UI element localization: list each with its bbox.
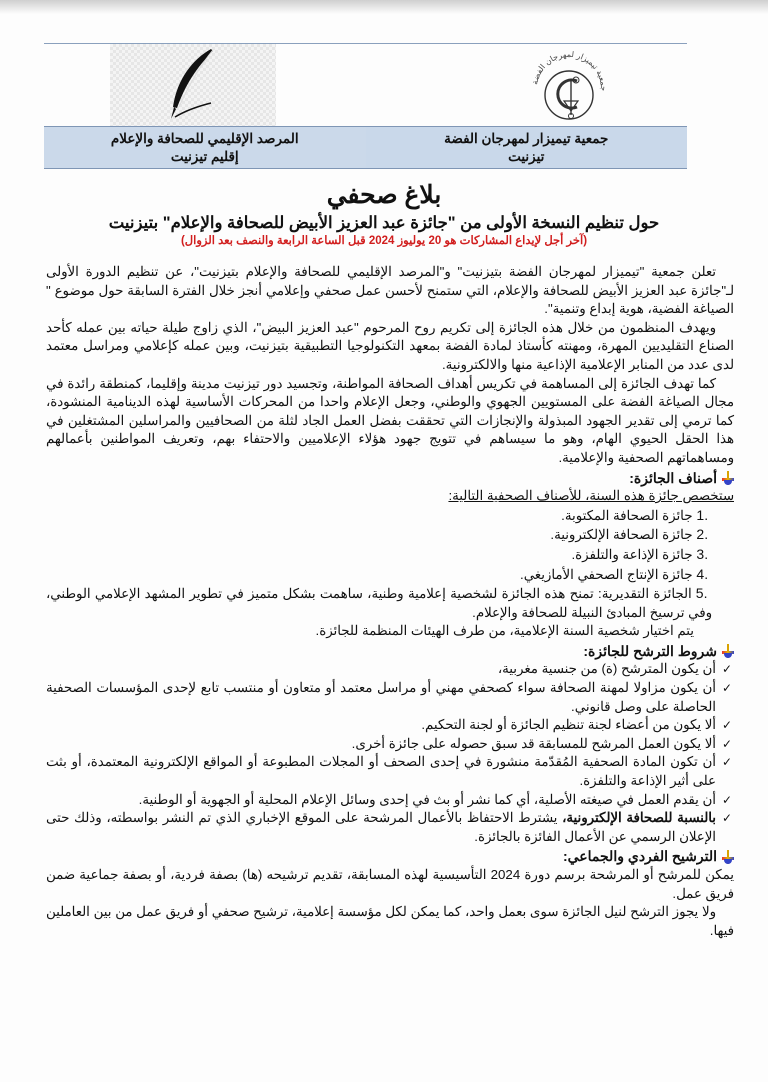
section-heading-conditions xyxy=(46,642,734,661)
association-logo xyxy=(499,44,639,126)
section-heading-text: الترشيح الفردي والجماعي: xyxy=(562,848,717,865)
section-heading-categories xyxy=(46,469,734,488)
letterhead xyxy=(44,43,687,169)
checkmark-icon: ✓ xyxy=(721,681,732,696)
category-item: جائزة الإنتاج الصحفي الأمازيغي. xyxy=(520,566,693,582)
category-item: الجائزة التقديرية: تمنح هذه الجائزة لشخصية إعلامية وطنية، ساهمت بشكل متميز في تطوير المشهد الإعلامي الوطني، وفي ترسيخ المبادئ النبيلة للصحافة والإعلام. xyxy=(46,586,712,620)
categories-intro: ستخصص جائزة هذه السنة، للأصناف الصحفية التالية: xyxy=(448,488,734,504)
condition-item: ✓ ألا يكون من أعضاء لجنة تنظيم الجائزة أو لجنة التحكيم. xyxy=(46,716,734,735)
condition-item: ✓ أن يقدم العمل في صيغته الأصلية، أي كما نشر أو بث في إحدى وسائل الإعلام المحلية أو الجهوية أو الوطنية. xyxy=(46,791,734,810)
observatory-logo xyxy=(110,44,276,126)
intro-paragraph: ويهدف المنظمون من خلال هذه الجائزة إلى تكريم روح المرحوم "عبد العزيز البيض"، الذي زاوج طيلة حياته بين عمله كأحد الصناع التقليديين المهرة، ومهنته كأستاذ لمادة الفضة بمعهد التكنولوجيا التطبيقية بتيزنيت، وبين عمله كإعلامي ومراسل معتمد لدى عدد من المنابر الإعلامية الإذاعية منها والالكترونية. xyxy=(46,319,734,372)
document-subtitle: حول تنظيم النسخة الأولى من "جائزة عبد العزيز الأبيض للصحافة والإعلام" بتيزنيت xyxy=(108,214,660,232)
document-body xyxy=(46,263,734,940)
pin-bullet-icon xyxy=(722,471,734,485)
checkmark-icon: ✓ xyxy=(721,736,732,751)
condition-item: ✓ أن تكون المادة الصحفية المُقدّمة منشورة في إحدى الصحف أو المجلات المطبوعة أو المواقع الإلكترونية المعتمدة، أو بثت على أثير الإذاعة والتلفزة. xyxy=(46,754,732,789)
title-block xyxy=(0,180,768,249)
categories-list xyxy=(46,506,734,623)
quill-pen-icon xyxy=(133,45,253,125)
checkmark-icon: ✓ xyxy=(721,662,732,677)
nomination-paragraph: يمكن للمرشح أو المرشحة برسم دورة 2024 التأسيسية لهذه المسابقة، تقديم ترشيحه (ها) بصفة فردية، أو بصفة جماعية ضمن فريق عمل. xyxy=(46,867,734,901)
logo-ring-text: جمعية تيميزار لمهرجان الفضة xyxy=(530,49,609,92)
intro-paragraph: تعلن جمعية "تيميزار لمهرجان الفضة بتيزنيت" و"المرصد الإقليمي للصحافة والإعلام بتيزنيت"، عن تنظيم الدورة الأولى لـ"جائزة عبد العزيز الأبيض للصحافة والإعلام، التي ستمنح لأحسن عمل صحفي وإعلامي أنجز خلال الفترة السابقة حول موضوع " الصياغة الفضية، هوية إبداع وتنمية". xyxy=(46,264,734,317)
checkmark-icon: ✓ xyxy=(721,811,732,826)
section-heading-text: شروط الترشح للجائزة: xyxy=(583,642,717,659)
category-item: جائزة الإذاعة والتلفزة. xyxy=(571,546,693,562)
condition-item: ✓ ألا يكون العمل المرشح للمسابقة قد سبق حصوله على جائزة أخرى. xyxy=(46,735,734,754)
deadline-note: (آخر أجل لإيداع المشاركات هو 20 يوليوز 2024 قبل الساعة الرابعة والنصف بعد الزوال) xyxy=(180,235,588,247)
amazigh-emblem-icon xyxy=(519,45,619,125)
checkmark-icon: ✓ xyxy=(721,755,732,770)
conditions-list xyxy=(46,660,734,846)
page-top-shadow xyxy=(0,0,768,14)
observatory-name-block xyxy=(44,127,366,168)
observatory-province: إقليم تيزنيت xyxy=(170,148,239,164)
observatory-name: المرصد الإقليمي للصحافة والإعلام xyxy=(110,130,299,146)
association-name: جمعية تيميزار لمهرجان الفضة xyxy=(444,130,609,146)
pin-bullet-icon xyxy=(722,850,734,864)
condition-item: ✓ أن يكون مزاولا لمهنة الصحافة سواء كصحفي مهني أو مراسل معتمد أو متعاون أو منتسب تابع لإحدى المؤسسات الصحفية الحاصلة على وصل قانوني. xyxy=(46,680,732,714)
intro-paragraph: كما تهدف الجائزة إلى المساهمة في تكريس أهداف الصحافة المواطنة، وتجسيد دور تيزنيت مدينة وإقليما، كمنطقة رائدة في مجال الصياغة الفضة على المستويين الجهوي والوطني، وجعل الإعلام واحدا من المحركات الأساسية لهذه الدينامية المنشودة، كما ترمي إلى تقدير الجهود المبذولة والإنجازات التي تحققت بفضل العمل الجاد لثلة من الصحافيين والمراسلين المشتغلين في هذا الحقل الحيوي الهام، وهو ما سيساهم في تتويج جهود هؤلاء الإعلاميين والاحتفاء بهم، وتعريف المواطنين بأعمالهم ومساهماتهم الصحفية والإعلامية. xyxy=(46,375,734,465)
association-city: تيزنيت xyxy=(508,148,545,164)
condition-item: ✓ أن يكون المترشح (ة) من جنسية مغربية، xyxy=(46,660,734,679)
nomination-paragraph: ولا يجوز الترشح لنيل الجائزة سوى بعمل واحد، كما يمكن لكل مؤسسة إعلامية، ترشيح صحفي أو فريق عمل من بين العاملين فيها. xyxy=(46,904,734,938)
letterhead-band xyxy=(44,126,687,169)
association-name-block xyxy=(366,127,688,168)
section-heading-nomination xyxy=(46,847,734,866)
category-item: جائزة الصحافة الإلكترونية. xyxy=(550,527,693,543)
categories-note: يتم اختيار شخصية السنة الإعلامية، من طرف الهيئات المنظمة للجائزة. xyxy=(315,623,694,639)
section-heading-text: أصناف الجائزة: xyxy=(629,469,717,486)
category-item: جائزة الصحافة المكتوبة. xyxy=(561,507,693,523)
document-title: بلاغ صحفي xyxy=(326,181,442,209)
checkmark-icon: ✓ xyxy=(721,792,732,807)
condition-item: ✓ بالنسبة للصحافة الإلكترونية، يشترط الاحتفاظ بالأعمال المرشحة على الموقع الإخباري الذي تم النشر بواسطته، وذلك حتى الإعلان الرسمي عن الأعمال الفائزة بالجائزة. xyxy=(46,810,732,844)
condition-bold-prefix: بالنسبة للصحافة الإلكترونية، xyxy=(562,810,717,826)
pin-bullet-icon xyxy=(722,644,734,658)
checkmark-icon: ✓ xyxy=(721,718,732,733)
